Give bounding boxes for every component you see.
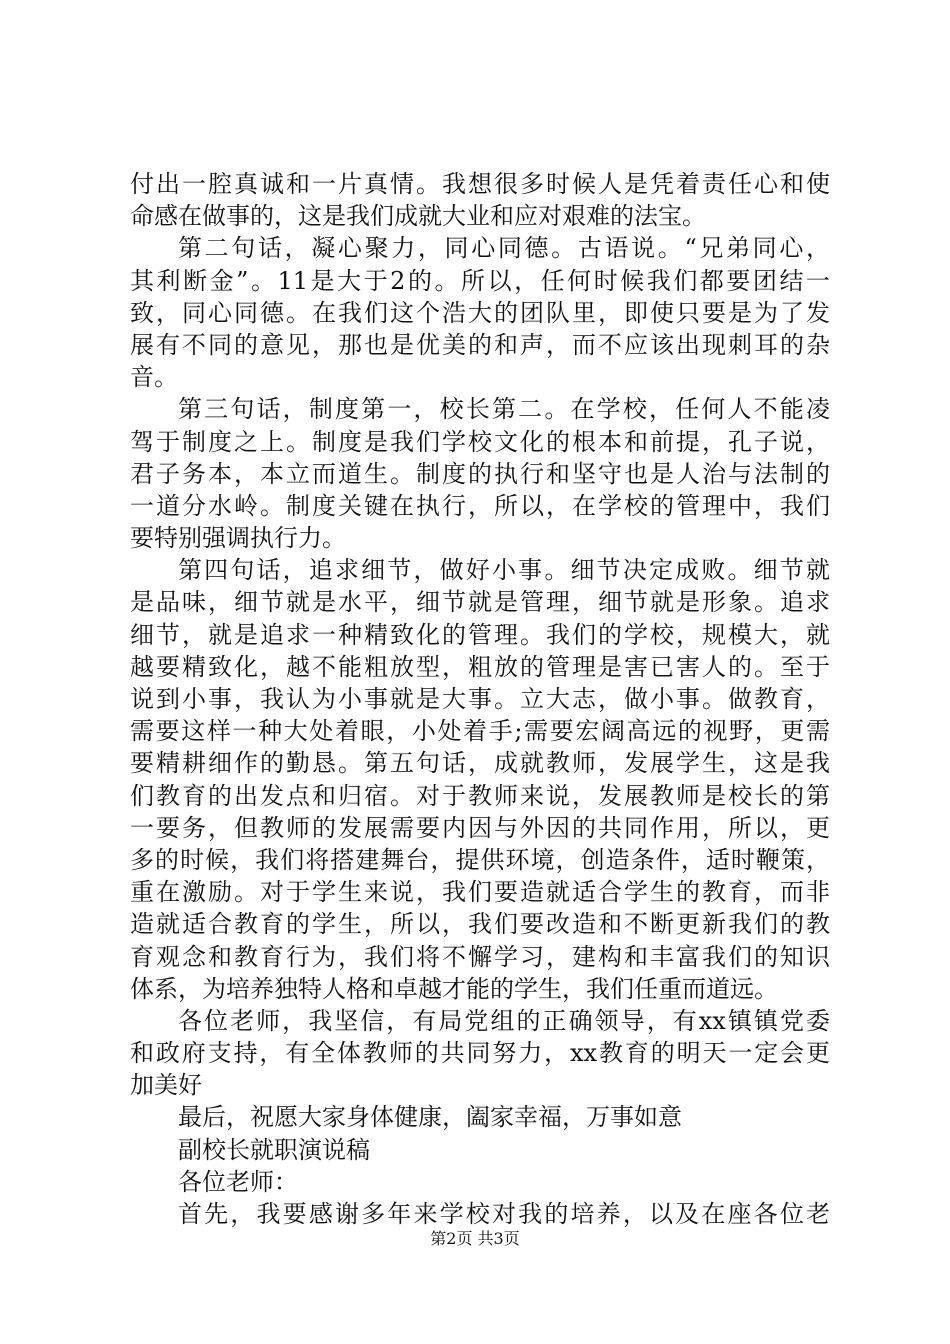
paragraph-start-line: 各位老师，我坚信，有局党组的正确领导，有xx镇镇党委 <box>178 1006 830 1035</box>
text-line: 是品味，细节就是水平，细节就是管理，细节就是形象。追求 <box>130 588 830 617</box>
text-line: 体系，为培养独特人格和卓越才能的学生，我们任重而道远。 <box>130 974 778 1003</box>
text-line: 其利断金”。11是大于2的。所以，任何时候我们都要团结一 <box>130 266 830 295</box>
paragraph-start-line: 第二句话，凝心聚力，同心同德。古语说。“兄弟同心， <box>178 234 830 263</box>
text-line: 多的时候，我们将搭建舞台，提供环境，创造条件，适时鞭策， <box>130 845 830 874</box>
text-line: 要特别强调执行力。 <box>130 524 346 553</box>
text-line: 造就适合教育的学生，所以，我们要改造和不断更新我们的教 <box>130 910 830 939</box>
text-line: 一要务，但教师的发展需要内因与外因的共同作用，所以，更 <box>130 813 830 842</box>
text-line: 们教育的出发点和归宿。对于教师来说，发展教师是校长的第 <box>130 781 830 810</box>
text-line: 和政府支持，有全体教师的共同努力，xx教育的明天一定会更 <box>130 1039 830 1068</box>
paragraph-start-line: 第四句话，追求细节，做好小事。细节决定成败。细节就 <box>178 556 830 585</box>
text-line: 越要精致化，越不能粗放型，粗放的管理是害已害人的。至于 <box>130 652 830 681</box>
text-line: 命感在做事的，这是我们成就大业和应对艰难的法宝。 <box>130 202 706 231</box>
closing-wishes-line: 最后，祝愿大家身体健康，阖家幸福，万事如意 <box>178 1103 682 1132</box>
text-line: 驾于制度之上。制度是我们学校文化的根本和前提，孔子说， <box>130 427 830 456</box>
paragraph-start-line: 首先，我要感谢多年来学校对我的培养，以及在座各位老 <box>178 1200 830 1228</box>
text-line: 展有不同的意见，那也是优美的和声，而不应该出现刺耳的杂 <box>130 330 830 359</box>
text-line: 要精耕细作的勤恳。第五句话，成就教师，发展学生，这是我 <box>130 749 830 778</box>
text-line: 致，同心同德。在我们这个浩大的团队里，即使只要是为了发 <box>130 298 830 327</box>
text-line: 说到小事，我认为小事就是大事。立大志，做小事。做教育， <box>130 685 830 713</box>
text-line: 付出一腔真诚和一片真情。我想很多时候人是凭着责任心和使 <box>130 170 830 198</box>
text-line: 细节，就是追求一种精致化的管理。我们的学校，规模大，就 <box>130 620 830 649</box>
body-text <box>130 168 830 1230</box>
salutation: 各位老师： <box>178 1167 298 1196</box>
text-line: 一道分水岭。制度关键在执行，所以，在学校的管理中，我们 <box>130 491 830 520</box>
text-line: 加美好 <box>130 1071 202 1100</box>
text-line: 育观念和教育行为，我们将不懈学习，建构和丰富我们的知识 <box>130 942 830 971</box>
section-title: 副校长就职演说稿 <box>178 1135 370 1164</box>
text-line: 君子务本，本立而道生。制度的执行和坚守也是人治与法制的 <box>130 459 830 488</box>
paragraph-start-line: 第三句话，制度第一，校长第二。在学校，任何人不能凌 <box>178 395 830 424</box>
text-line: 音。 <box>130 363 178 392</box>
text-line: 重在激励。对于学生来说，我们要造就适合学生的教育，而非 <box>130 878 830 907</box>
text-line: 需要这样一种大处着眼，小处着手;需要宏阔高远的视野，更需 <box>130 717 830 746</box>
page-number-footer: 第2页 共3页 <box>430 1229 520 1248</box>
